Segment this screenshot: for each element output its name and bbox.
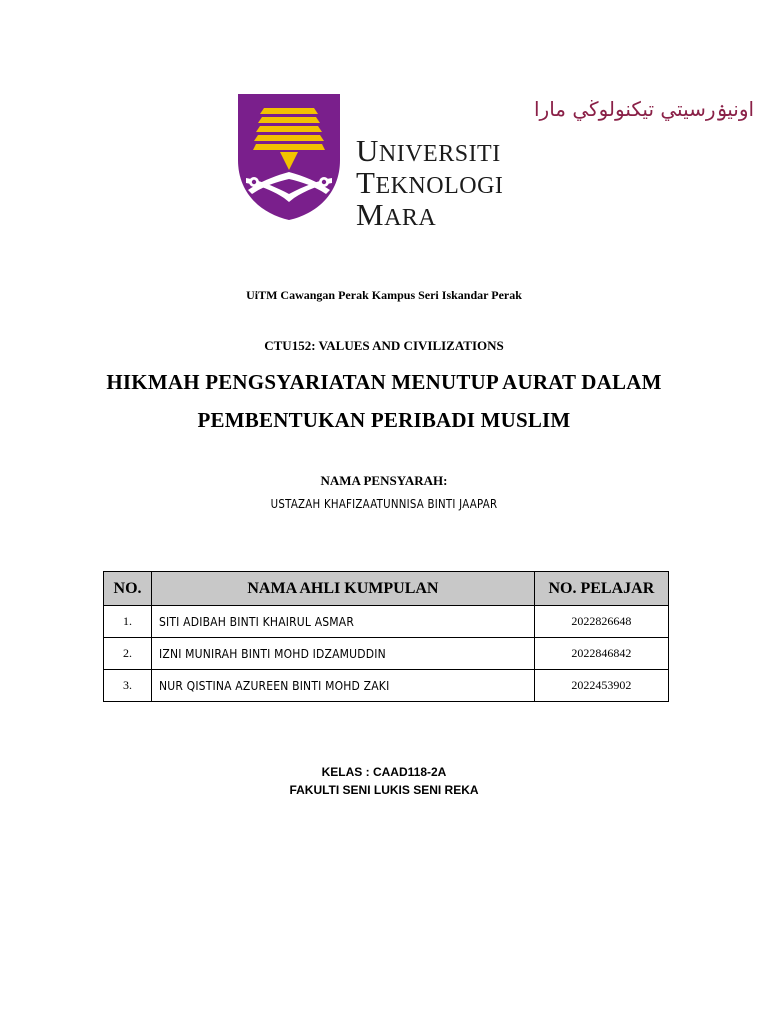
group-members-table: [103, 571, 669, 702]
faculty-name: FAKULTI SENI LUKIS SENI REKA: [289, 783, 479, 797]
assignment-title-line2: PEMBENTUKAN PERIBADI MUSLIM: [197, 408, 571, 432]
table-row: [104, 606, 669, 638]
row-number: 3.: [104, 670, 152, 702]
row-number: 2.: [104, 638, 152, 670]
assignment-title-line1: HIKMAH PENGSYARIATAN MENUTUP AURAT DALAM: [106, 370, 662, 394]
uitm-logo: [234, 80, 755, 232]
logo-word-universiti: UNIVERSITI: [356, 133, 501, 168]
header-name: NAMA AHLI KUMPULAN: [152, 572, 535, 606]
row-number: 1.: [104, 606, 152, 638]
logo-word-teknologi: TEKNOLOGI: [356, 165, 504, 200]
uitm-emblem-icon: [234, 90, 344, 222]
lecturer-name: USTAZAH KHAFIZAATUNNISA BINTI JAAPAR: [270, 497, 498, 511]
course-code: CTU152: VALUES AND CIVILIZATIONS: [264, 338, 504, 353]
class-code: KELAS : CAAD118-2A: [321, 765, 447, 779]
campus-name: UiTM Cawangan Perak Kampus Seri Iskandar Perak: [246, 288, 522, 302]
logo-jawi-script: [356, 92, 755, 126]
member-name: SITI ADIBAH BINTI KHAIRUL ASMAR: [152, 606, 535, 638]
header-student-id: NO. PELAJAR: [534, 572, 668, 606]
student-id: 2022826648: [534, 606, 668, 638]
table-row: [104, 638, 669, 670]
student-id: 2022453902: [534, 670, 668, 702]
member-name: NUR QISTINA AZUREEN BINTI MOHD ZAKI: [152, 670, 535, 702]
table-row: [104, 670, 669, 702]
lecturer-label: NAMA PENSYARAH:: [320, 473, 448, 488]
logo-word-mara: MARA: [356, 197, 437, 232]
svg-text:اونيۏرسيتي تيكنولوڬي مارا: اونيۏرسيتي تيكنولوڬي مارا: [534, 97, 755, 121]
student-id: 2022846842: [534, 638, 668, 670]
table-header-row: [104, 572, 669, 606]
header-no: NO.: [104, 572, 152, 606]
member-name: IZNI MUNIRAH BINTI MOHD IDZAMUDDIN: [152, 638, 535, 670]
